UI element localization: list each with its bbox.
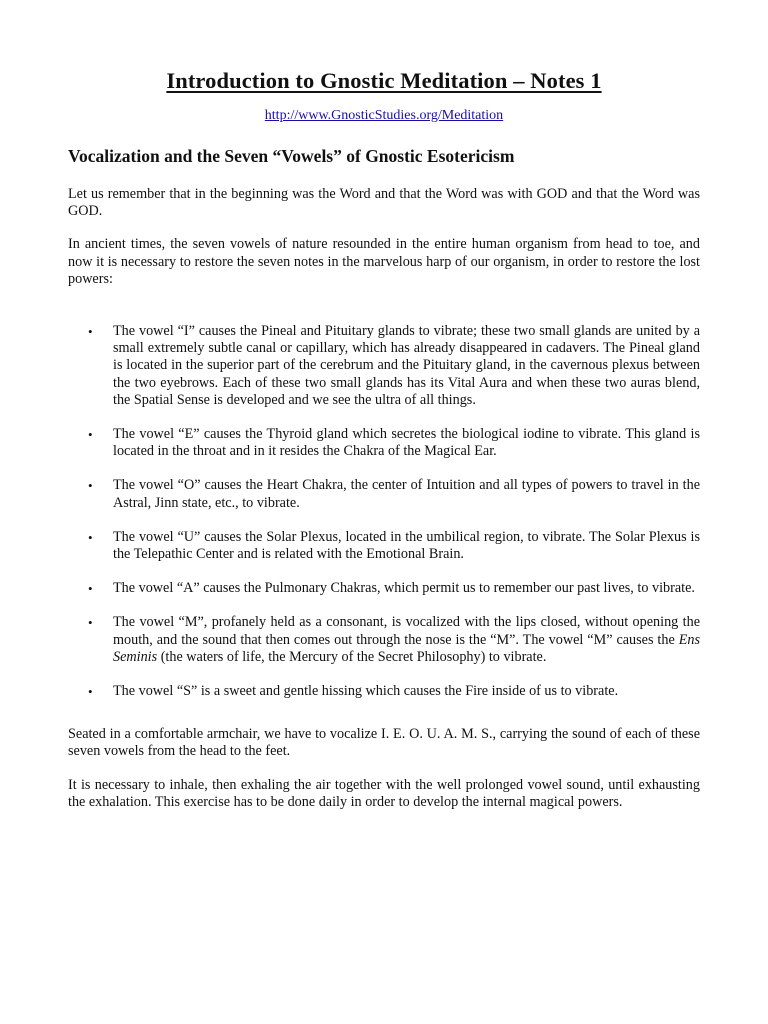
closing-paragraph-1: Seated in a comfortable armchair, we have to vocalize I. E. O. U. A. M. S., carrying the sound of each of these seven vowels from the head to the feet. [68,726,700,760]
list-item-vowel-s [68,683,700,700]
list-item-vowel-u [68,529,700,563]
vowel-u-text: The vowel “U” causes the Solar Plexus, located in the umbilical region, to vibrate. The Solar Plexus is the Telepathic Center and is related with the Emotional Brain. [113,528,700,563]
vowel-a-text: The vowel “A” causes the Pulmonary Chakras, which permit us to remember our past lives, to vibrate. [113,580,695,597]
vowel-m-text-before: The vowel “M”, profanely held as a consonant, is vocalized with the lips closed, without opening the mouth, and the sound that then comes out through the nose is the “M”. The vowel “M” causes the [113,614,700,648]
vowel-o-text: The vowel “O” causes the Heart Chakra, the center of Intuition and all types of powers to travel in the Astral, Jinn state, etc., to vibrate. [113,477,700,511]
vowel-e-text: The vowel “E” causes the Thyroid gland which secretes the biological iodine to vibrate. This gland is located in the throat and in it resides the Chakra of the Magical Ear. [113,426,700,460]
bullet-icon: • [88,684,93,700]
list-item-vowel-i [68,323,700,409]
bullet-icon: • [88,529,93,545]
closing-paragraph-2: It is necessary to inhale, then exhaling the air together with the well prolonged vowel sound, until exhausting the exhalation. This exercise has to be done daily in order to develop the internal magical powers. [68,776,700,810]
document-page [68,66,700,811]
vowel-i-text: The vowel “I” causes the Pineal and Pituitary glands to vibrate; these two small glands are united by a small extremely subtle canal or capillary, which has already disappeared in cadavers. The Pineal gland is located in the superior part of the cerebrum and the Pituitary gland, in the cavernous plexus between the two eyebrows. Each of these two small glands has its Vital Aura and when these two auras blend, the Spatial Sense is developed and we see the ultra of all things. [113,323,700,408]
bullet-icon: • [88,478,93,494]
document-title: Introduction to Gnostic Meditation – Notes 1 [166,68,602,93]
meditation-link[interactable]: http://www.GnosticStudies.org/Meditation [264,108,504,123]
list-item-vowel-e [68,426,700,460]
bullet-icon: • [88,581,93,597]
vowel-s-text: The vowel “S” is a sweet and gentle hissing which causes the Fire inside of us to vibrate. [113,683,619,700]
intro-paragraph-2: In ancient times, the seven vowels of nature resounded in the entire human organism from head to toe, and now it is necessary to restore the seven notes in the marvelous harp of our organism, in order to restore the lost powers: [68,236,700,287]
list-item-vowel-o [68,477,700,511]
bullet-icon: • [88,324,93,340]
bullet-icon: • [88,427,93,443]
bullet-icon: • [88,615,93,631]
vowel-list [68,323,700,700]
intro-paragraph-1: Let us remember that in the beginning was the Word and that the Word was with GOD and that the Word was GOD. [68,186,700,220]
ens-seminis-italic: Ens Seminis [113,631,700,665]
list-item-vowel-a [68,580,700,597]
list-item-vowel-m [68,614,700,666]
section-subtitle: Vocalization and the Seven “Vowels” of Gnostic Esotericism [68,146,515,166]
vowel-m-text-after: (the waters of life, the Mercury of the Secret Philosophy) to vibrate. [157,648,547,665]
